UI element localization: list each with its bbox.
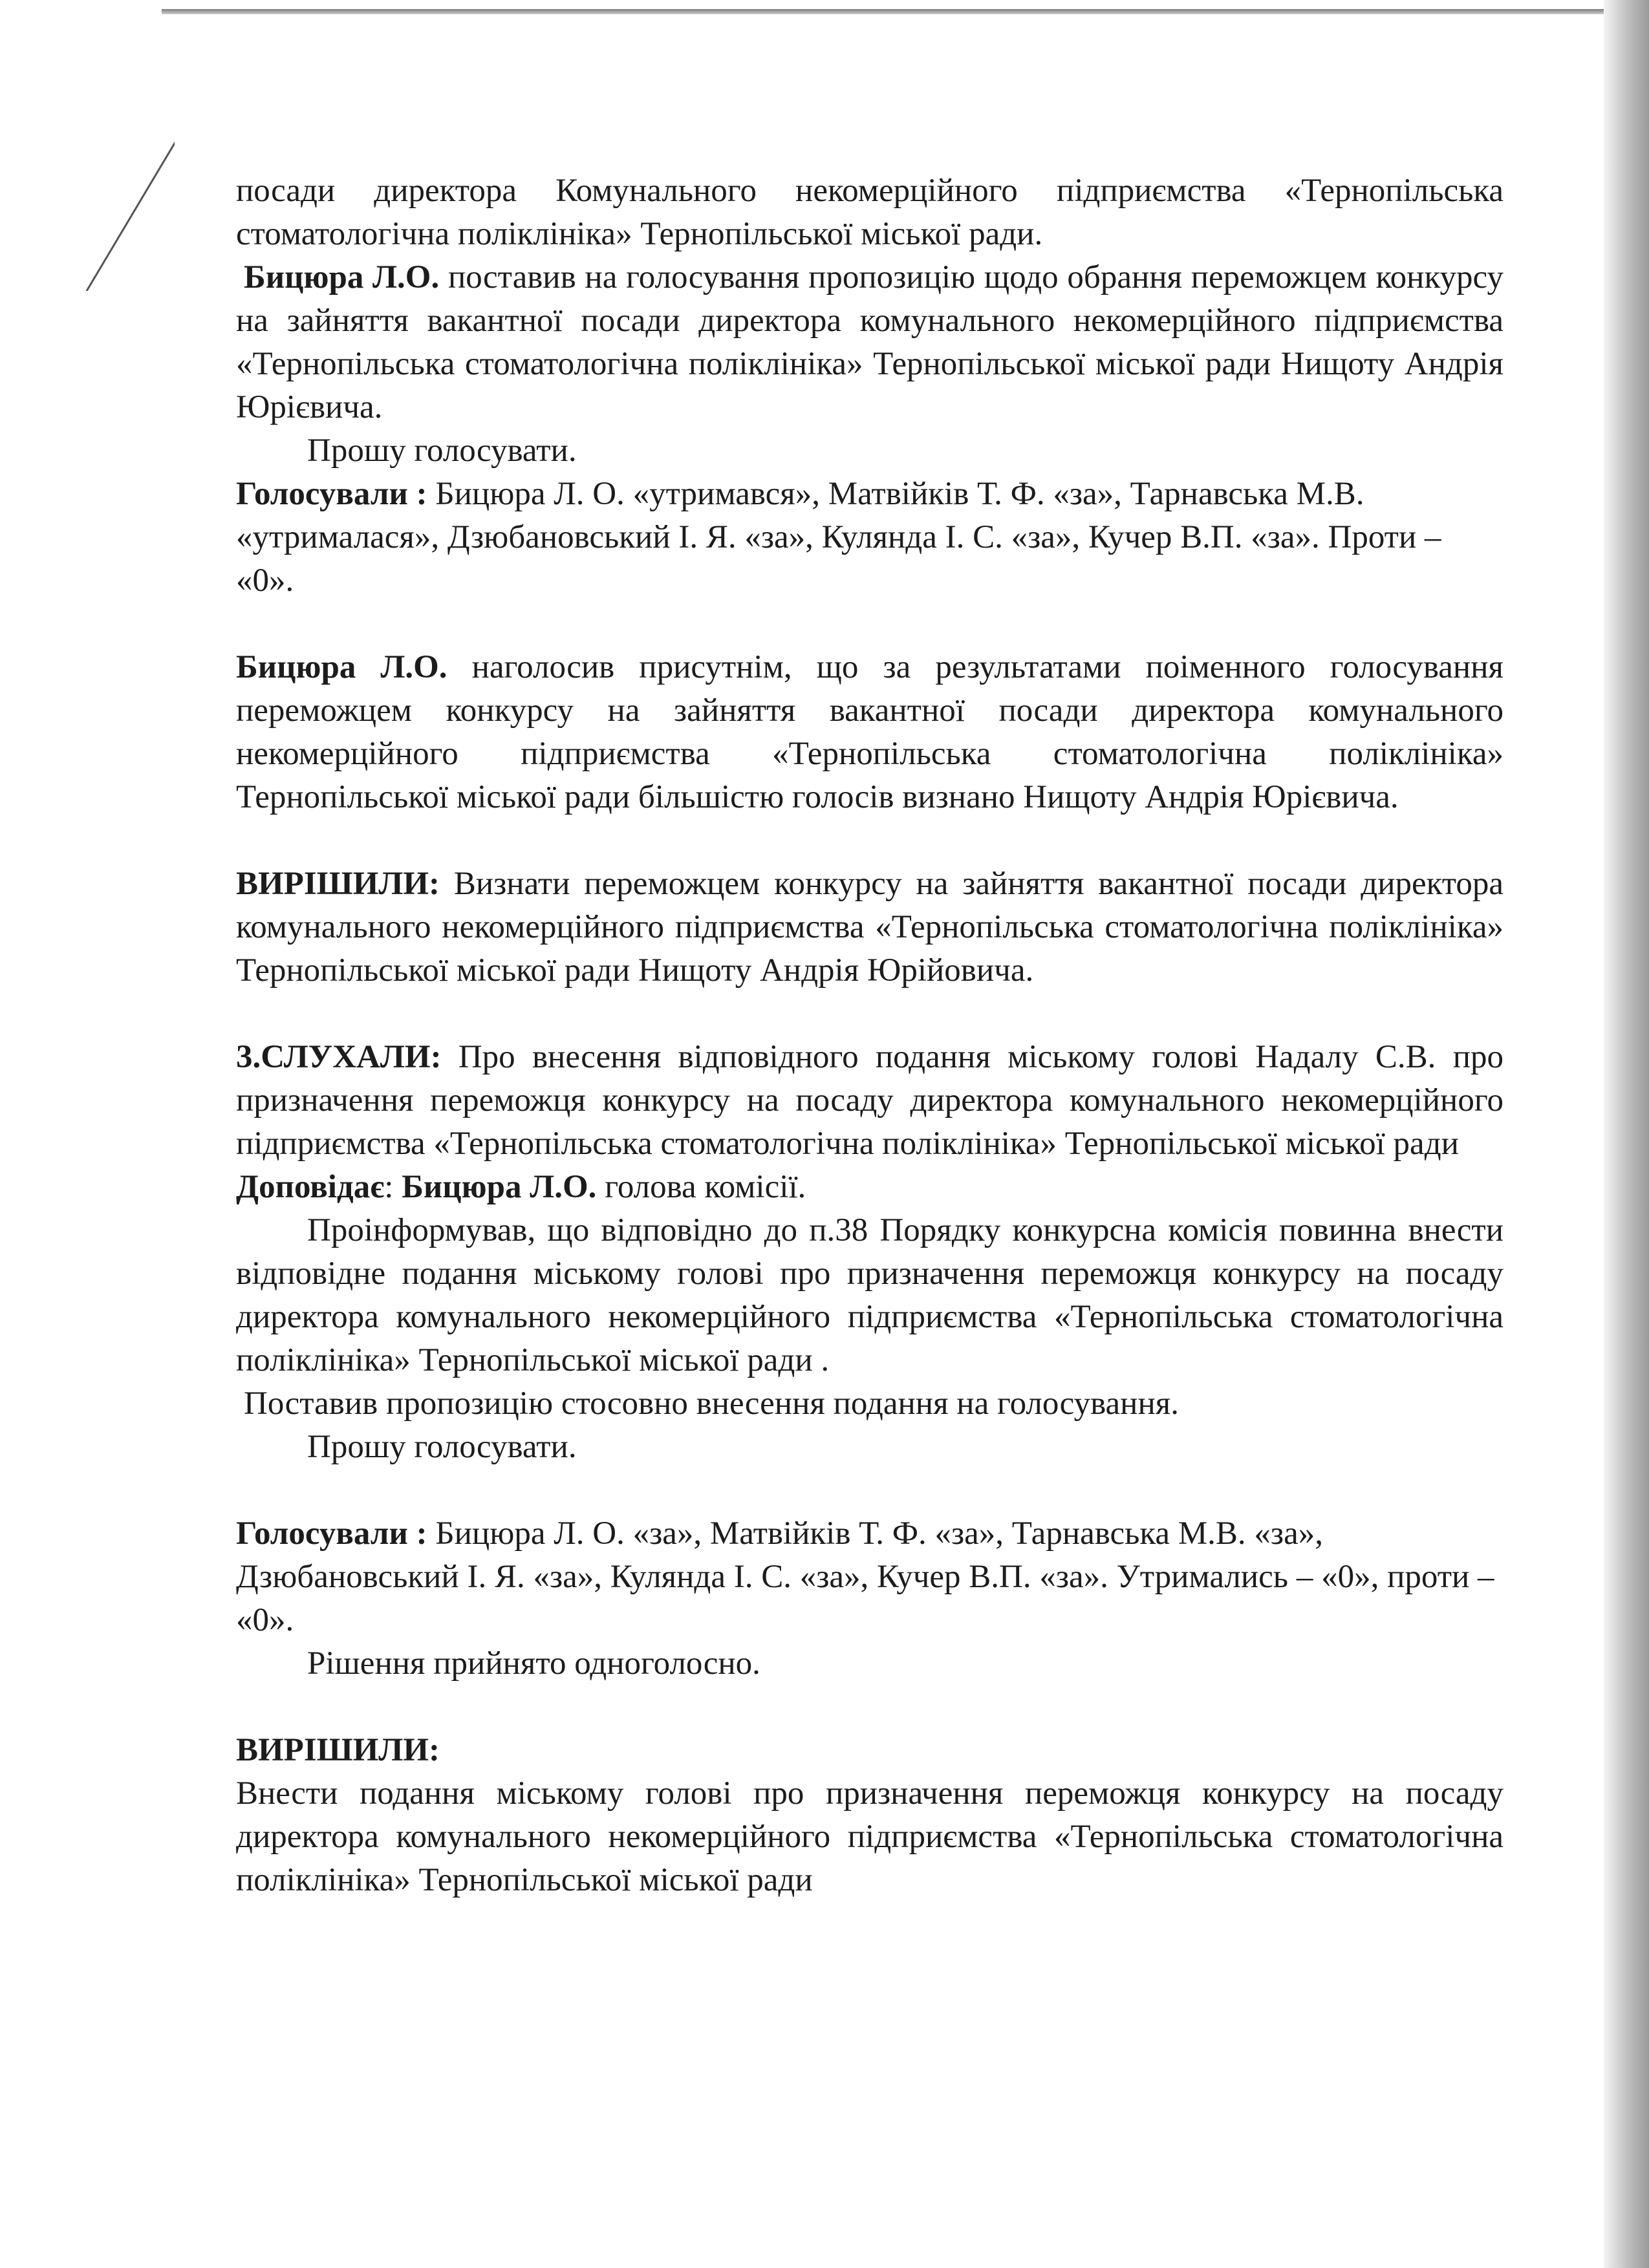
document-body [236, 169, 1503, 1902]
paragraph-text: посади директора Комунального некомерційного підприємства «Тернопільська стоматологічна поліклініка» Тернопільської міської ради. [236, 173, 1503, 252]
spacer [236, 1469, 1503, 1512]
paragraph-vote-results-1 [236, 473, 1503, 603]
separator-text: : [384, 1169, 402, 1205]
paragraph-informed [236, 1209, 1503, 1382]
paragraph-text: Прошу голосувати. [307, 433, 577, 469]
vote-label: Голосували : [236, 476, 427, 512]
paragraph-text: поставив на голосування пропозицію щодо обрання переможцем конкурсу на зайняття вакантної посади директора комунального некомерційного підприємства «Тернопільська стоматологічна поліклініка» Тернопільської міської ради Нищоту Андрія Юрієвича. [236, 259, 1503, 425]
paragraph-text: Бицюра Л. О. «за», Матвійків Т. Ф. «за», Тарнавська М.В. «за», Дзюбановський І. Я. «за», Кулянда І. С. «за», Кучер В.П. «за». Утримались – «0», проти – «0». [236, 1515, 1494, 1638]
paragraph-position-continuation [236, 169, 1503, 256]
spacer [236, 992, 1503, 1036]
paragraph-unanimous [236, 1642, 1503, 1685]
paragraph-put-to-vote [236, 1382, 1503, 1426]
paragraph-vote-results-2 [236, 1512, 1503, 1642]
paragraph-reporter [236, 1166, 1503, 1209]
paragraph-heard-3 [236, 1036, 1503, 1166]
scan-right-edge [1604, 0, 1649, 2268]
paragraph-decision-2-text [236, 1772, 1503, 1902]
paragraph-text: Рішення прийнято одноголосно. [307, 1645, 760, 1682]
speaker-name: Бицюра Л.О. [236, 649, 447, 685]
speaker-name: Бицюра Л.О. [402, 1169, 597, 1205]
reporter-label: Доповідає [236, 1169, 385, 1205]
paragraph-decision-2-heading [236, 1729, 1503, 1772]
scan-top-edge [162, 9, 1630, 14]
paragraph-announcement [236, 646, 1503, 819]
scan-fold-line [6, 19, 175, 291]
spacer [236, 1685, 1503, 1729]
spacer [236, 603, 1503, 646]
paragraph-text: голова комісії. [596, 1169, 806, 1205]
agenda-item-label: 3.СЛУХАЛИ: [236, 1039, 442, 1075]
paragraph-text: Поставив пропозицію стосовно внесення подання на голосування. [244, 1385, 1179, 1422]
speaker-name: Бицюра Л.О. [244, 259, 440, 295]
paragraph-text: Прошу голосувати. [307, 1429, 577, 1465]
paragraph-please-vote [236, 429, 1503, 473]
paragraph-text: Про внесення відповідного подання міському голові Надалу С.В. про призначення переможця конкурсу на посаду директора комунального некомерційного підприємства «Тернопільська стоматологічна поліклініка» Тернопільської міської ради [236, 1039, 1503, 1162]
paragraph-text: Визнати переможцем конкурсу на зайняття вакантної посади директора комунального некомерційного підприємства «Тернопільська стоматологічна поліклініка» Тернопільської міської ради Нищоту Андрія Юрійовича. [236, 866, 1503, 989]
paragraph-text: Внести подання міському голові про призначення переможця конкурсу на посаду директора комунального некомерційного підприємства «Тернопільська стоматологічна поліклініка» Тернопільської міської ради [236, 1775, 1503, 1898]
decision-label: ВИРІШИЛИ: [236, 866, 440, 902]
paragraph-text: Бицюра Л. О. «утримався», Матвійків Т. Ф. «за», Тарнавська М.В. «утрималася», Дзюбановський І. Я. «за», Кулянда І. С. «за», Кучер В.П. «за». Проти – «0». [236, 476, 1441, 599]
vote-label: Голосували : [236, 1515, 427, 1552]
paragraph-please-vote-2 [236, 1426, 1503, 1469]
paragraph-text: наголосив присутнім, що за результатами поіменного голосування переможцем конкурсу на зайняття вакантної посади директора комунального некомерційного підприємства «Тернопільська стоматологічна поліклініка» Тернопільської міської ради більшістю голосів визнано Нищоту Андрія Юрієвича. [236, 649, 1503, 815]
paragraph-proposal [236, 256, 1503, 429]
paragraph-decision-1 [236, 862, 1503, 992]
spacer [236, 819, 1503, 862]
decision-label: ВИРІШИЛИ: [236, 1732, 440, 1768]
paragraph-text: Проінформував, що відповідно до п.38 Порядку конкурсна комісія повинна внести відповідне подання міському голові про призначення переможця конкурсу на посаду директора комунального некомерційного підприємства «Тернопільська стоматологічна поліклініка» Тернопільської міської ради . [236, 1212, 1503, 1378]
